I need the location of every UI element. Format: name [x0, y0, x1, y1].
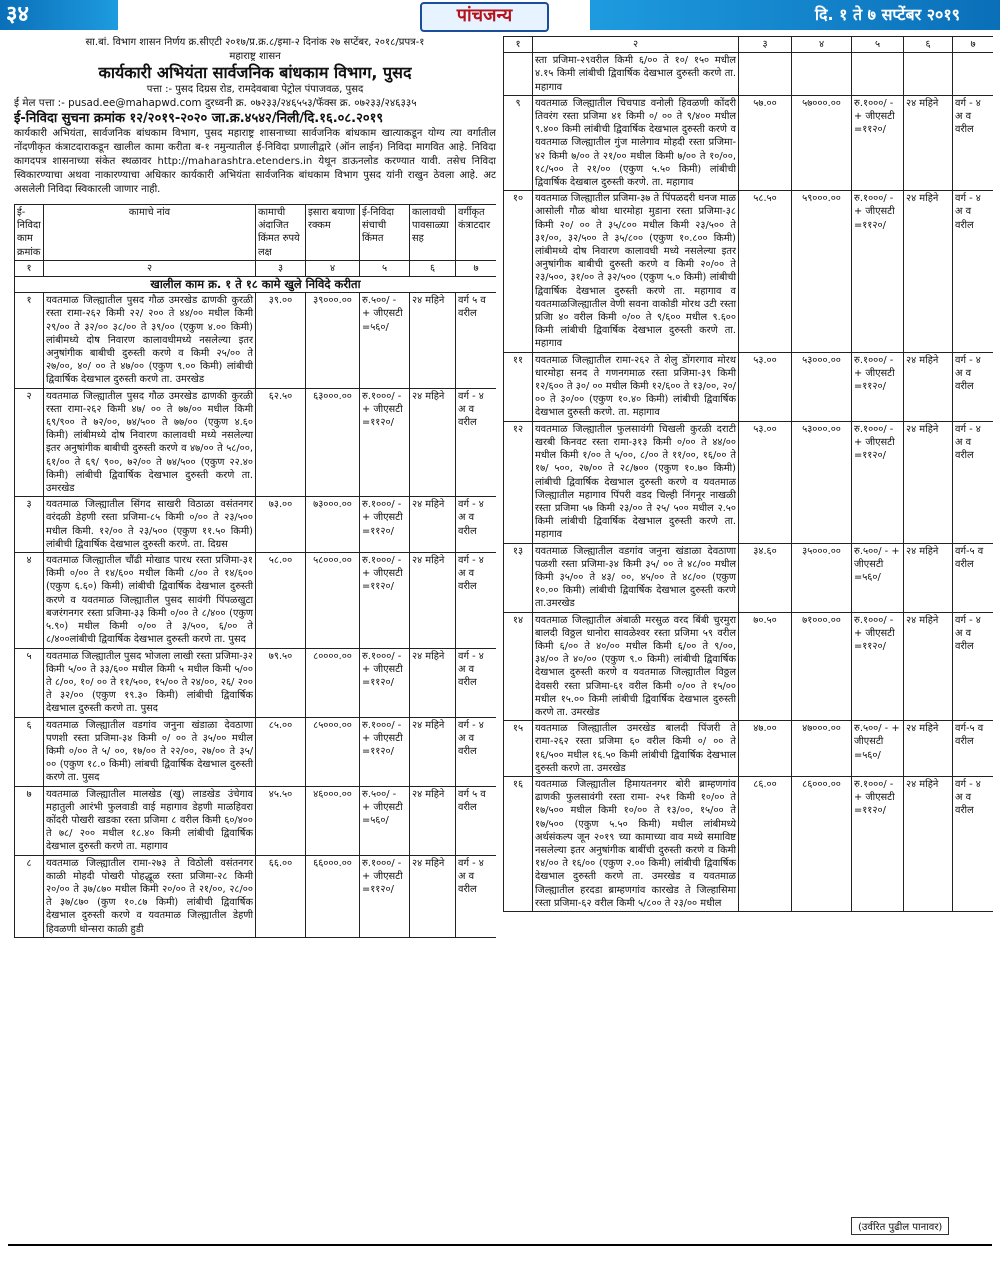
contractor-class: वर्ग-५ व वरील	[953, 721, 994, 777]
estimated-cost: ७९.५०	[256, 648, 306, 717]
estimated-cost: ५८.००	[256, 553, 306, 648]
work-period: २४ महिने	[904, 95, 953, 190]
column-number-row	[15, 260, 497, 276]
notice-body: कार्यकारी अभियंता, सार्वजनिक बांधकाम विभाग, पुसद महाराष्ट्र शासनाच्या सार्वजनिक बांधकाम खात्याकडून योग्य त्या वर्गातील नोंदणीकृत कंत्राटदाराकडून खालील कामा करीता ब-१ नमुन्यातील ई-निविदा प्रणालीद्वारे (ऑन लाईन) निविदा मागवित आहे. निविदा कागदपत्र शासनाच्या संकेत स्थळावर http://maharashtra.etenders.in येथून डाऊनलोड करण्यात यावी. तसेच निविदा स्विकारण्याचा अथवा नाकारण्याचा अधिकार कार्यकारी अभियंता सार्वजनिक बांधकाम विभाग पुसद यांनी राखुन ठेवला आहे. अट असलेली निविदा स्विकारली जाणार नाही.	[14, 128, 496, 195]
estimated-cost: ७३.००	[256, 497, 306, 553]
work-number: १५	[504, 721, 533, 777]
tender-fee: रु.५००/ - + जीएसटी =५६०/	[852, 543, 904, 612]
col-number: ४	[792, 37, 852, 53]
estimated-cost: ४५.५०	[256, 786, 306, 855]
col-header-period: कालावधी पावसाळ्या सह	[410, 205, 456, 261]
work-period: २४ महिने	[410, 717, 456, 786]
earnest-money: ७३०००.००	[306, 497, 360, 553]
col-number: २	[533, 37, 739, 53]
earnest-money: ७१०००.००	[792, 612, 852, 721]
office-address: पत्ता :- पुसद दिग्रस रोड, रामदेवबाबा पेट्रोल पंपाजवळ, पुसद	[146, 84, 364, 95]
earnest-money: ५९०००.००	[792, 191, 852, 352]
estimated-cost: ८५.००	[256, 717, 306, 786]
right-column	[503, 36, 993, 1238]
contractor-class: वर्ग - ४ अ व वरील	[456, 717, 497, 786]
tender-table-left	[14, 204, 496, 938]
contractor-class: वर्ग - ४ अ व वरील	[456, 388, 497, 497]
work-number: १०	[504, 191, 533, 352]
work-period: २४ महिने	[904, 543, 953, 612]
page-number: ३४	[0, 0, 118, 30]
government-name: महाराष्ट्र शासन	[229, 50, 281, 62]
left-column	[14, 36, 496, 1238]
work-description: यवतमाळ जिल्ह्यातील अंबाळी मरसुळ वरद बिंबी चुरमुरा बालदी विठ्ठल धानोरा सावळेश्वर रस्ता प्रजिमा ५९ वरील किमी ६/०० ते ४०/०० मधील किमी ६/०० ते ९/००, ३४/०० ते ४०/०० (एकुण ९.० किमी) लांबीची द्विवार्षिक देखभाल दुरुस्ती करणे व यवतमाळ जिल्ह्यातील विठ्ठल देवसरी रस्ता प्रजिमा-६१ वरील किमी ०/०० ते १५/०० मधील १५.०० किमी लांबीची द्विवार्षिक देखभाल दुरुस्ती करणे ता. उमरखेड	[533, 612, 739, 721]
issue-date: दि. १ ते ७ सप्टेंबर २०१९	[590, 0, 1000, 30]
contractor-class: वर्ग - ४ अ व वरील	[953, 352, 994, 421]
work-period: २४ महिने	[410, 293, 456, 388]
continued-next-page-note: (उर्वरित पुढील पानावर)	[851, 1217, 949, 1235]
work-number: १	[15, 293, 44, 388]
col-number: ३	[256, 260, 306, 276]
table-row	[15, 786, 497, 855]
work-description: यवतमाळ जिल्ह्यातील हिमायतनगर बोरी ब्राम्हणगांव ढाणकी फुलसावंगी रस्ता रामा- २५१ किमी १०/०० ते १७/५०० मधील किमी १०/०० ते १३/००, १५/०० ते १७/५०० (एकुण ५.५० किमी) मधील लांबीमध्ये अर्थसंकल्प जून २०१९ च्या कामाच्या वाव मध्ये समाविष्ट नसलेल्या इतर अनुषांगीक बाबींची दुरुस्ती करणे व किमी १४/०० ते १६/०० (एकुण २.०० किमी) लांबीची द्विवार्षिक देखभाल दुरुस्ती करणे ता. उमरखेड व यवतमाळ जिल्ह्यातील हरदडा ब्राम्हणगांव कारखेड ते जिल्हासिमा रस्ता प्रजिमा-६२ वरील किमी ५/८०० ते २३/०० मधील	[533, 776, 739, 911]
work-period: २४ महिने	[410, 497, 456, 553]
tender-fee: रु.१०००/ - + जीएसटी =११२०/	[852, 95, 904, 190]
table-row	[504, 191, 994, 352]
contractor-class: वर्ग - ४ अ व वरील	[456, 497, 497, 553]
tender-fee: रु.५००/ - + जीएसटी =५६०/	[360, 293, 410, 388]
estimated-cost: ७०.५०	[739, 612, 792, 721]
bottom-divider	[8, 1244, 992, 1246]
estimated-cost: ५७.००	[739, 95, 792, 190]
contractor-class: वर्ग - ४ अ व वरील	[953, 421, 994, 543]
estimated-cost: ६२.५०	[256, 388, 306, 497]
work-description-continued: स्ता प्रजिमा-२९वरील किमी ६/०० ते १०/ १५० मधील ४.१५ किमी लांबीची द्विवार्षिक देखभाल दुरुस्ती करणे ता. महागाव	[533, 53, 739, 96]
section-title-row	[15, 277, 497, 293]
col-number: ५	[360, 260, 410, 276]
tender-fee: रु.५००/ - + जीएसटी =५६०/	[852, 721, 904, 777]
work-description: यवतमाळ जिल्ह्यातील फुलसावंगी चिखली कुरळी दराटी खरबी किनवट रस्ता रामा-३१३ किमी ०/०० ते ४४/०० मधील किमी १/०० ते ५/००, ८/०० ते ११/००, १६/०० ते १७/ ५००, २७/०० ते २८/७०० (एकुण १०.७० किमी) लांबीची द्विवार्षिक देखभाल दुरुस्ती करणे व यवतमाळ जिल्ह्यातील महागाव पिंपरी वडद चिल्ही निंगनूर नाखळी रस्ता प्रजिमा ५७ किमी २३/०० ते २५/ ५०० मधील २.५० किमी लांबीची द्विवार्षिक देखभाल दुरुस्ती करणे ता. महागाव	[533, 421, 739, 543]
tender-fee: रु.१०००/ - + जीएसटी =११२०/	[852, 191, 904, 352]
work-description: यवतमाळ जिल्ह्यातील उमरखेड बालदी पिंजरी ते रामा-२६२ रस्ता प्रजिमा ६० वरील किमी ०/ ०० ते १६/५०० मधील १६.५० किमी लांबीची द्विवार्षिक देखभाल दुरुस्ती करणे ता. उमरखेड	[533, 721, 739, 777]
col-header-estimated-cost: कामाची अंदाजित किंमत रुपये लक्ष	[256, 205, 306, 261]
office-title: कार्यकारी अभियंता सार्वजनिक बांधकाम विभाग, पुसद	[98, 63, 412, 82]
gr-reference: सा.बां. विभाग शासन निर्णय क्र.सीएटी २०१७/प्र.क्र.८/इमा-२ दिनांक २७ सप्टेंबर, २०१८/प्रपत्र-१	[85, 37, 425, 48]
work-description: यवतमाळ जिल्ह्यातील रामा-२६२ ते शेलु डोंगरगाव मोरथ धारमोहा सनद ते गणनगमाळ रस्ता प्रजिमा-३९ किमी १२/६०० ते ३०/ ०० मधील किमी १२/६०० ते १३/००, २०/ ०० ते ३०/०० (एकुण १०.४० किमी) लांबीची द्विवार्षिक देखभाल दुरुस्ती करणे. ता. महागाव	[533, 352, 739, 421]
estimated-cost: ८६.००	[739, 776, 792, 911]
contractor-class: वर्ग - ४ अ व वरील	[456, 648, 497, 717]
earnest-money: ५३०००.००	[792, 352, 852, 421]
work-period: २४ महिने	[904, 721, 953, 777]
tender-number: ई-निविदा सुचना क्रमांक १२/२०१९-२०२० जा.क्र.४५४२/निली/दि.१६.०८.२०१९	[14, 111, 384, 126]
col-header-work-name: कामाचे नांव	[44, 205, 256, 261]
tender-fee: रु.१०००/ - + जीएसटी =११२०/	[852, 421, 904, 543]
section-title: खालील काम क्र. १ ते १८ कामे खुले निविदे करीता	[15, 277, 497, 293]
table-header-row	[15, 205, 497, 261]
estimated-cost: ५३.००	[739, 352, 792, 421]
work-description: यवतमाळ जिल्ह्यातील मालखेड (खु) लाडखेड उंचेगाव महातुली आरंभी फुलवाडी वाई महागाव डेहणी माळहिवरा कोंदरी पोखरी खडका रस्ता प्रजिमा ८ वरील किमी ६०/४०० ते ७८/ २०० मधील १८.४० किमी लांबीची द्विवार्षिक देखभाल दुरुस्ती करणे ता. महागाव	[44, 786, 256, 855]
estimated-cost: ६६.००	[256, 855, 306, 937]
contractor-class: वर्ग - ४ अ व वरील	[953, 191, 994, 352]
work-number: १४	[504, 612, 533, 721]
work-period: २४ महिने	[904, 191, 953, 352]
work-period: २४ महिने	[904, 612, 953, 721]
work-period: २४ महिने	[410, 388, 456, 497]
earnest-money: ६६०००.००	[306, 855, 360, 937]
work-description: यवतमाळ जिल्ह्यातील प्रजिमा-३७ ते पिंपळदरी धनज माळ आसोली गौळ बोथा धारमोहा मुडाना रस्ता प्रजिमा-३८ किमी २०/ ०० ते ३५/८०० मधील किमी २३/५०० ते ३१/००, ३२/५०० ते ३५/८०० (एकुण १०.८०० किमी) लांबीमध्ये दोष निवारण कालावधी मध्ये नसलेल्या इतर अनुषांगीक बाबीची दुरुस्ती करणे व किमी २०/०० ते २३/५००, ३१/०० ते ३२/५०० (एकुण ५.० किमी) लांबीची द्विवार्षिक देखभाल दुरुस्ती करणे ता. महागाव व यवतमाळजिल्ह्यातील वेणी सवना वाकोडी मोरथ उटी रस्ता प्रजिा ४० वरील किमी ०/०० ते ९/६०० मधील ९.६०० किमी लांबीची द्विवार्षिक देखभाल दुरुस्ती करणे ता. महागाव	[533, 191, 739, 352]
work-description: यवतमाळ जिल्ह्यातील सिंगद साखरी विठाळा वसंतनगर वरंदळी डेहणी रस्ता प्रजिमा-८५ किमी ०/०० ते २३/५०० मधील किमी. १२/०० ते २३/५०० (एकुण ११.५० किमी) लांबीची द्विवार्षिक देखभाल दुरुस्ती करणे. ता. दिग्रस	[44, 497, 256, 553]
work-number: ९	[504, 95, 533, 190]
col-number: ४	[306, 260, 360, 276]
table-row	[504, 612, 994, 721]
contractor-class: वर्ग - ४ अ व वरील	[953, 95, 994, 190]
col-number: ७	[953, 37, 994, 53]
work-number: १२	[504, 421, 533, 543]
work-number: ११	[504, 352, 533, 421]
work-period: २४ महिने	[904, 352, 953, 421]
earnest-money: ८००००.००	[306, 648, 360, 717]
work-number: ८	[15, 855, 44, 937]
work-description: यवतमाळ जिल्ह्यातील वडगांव जनुना खंडाळा देवठाणा पळशी रस्ता प्रजिमा-३४ किमी ३५/ ०० ते ४८/०० मधील किमी ३५/०० ते ४३/ ००, ४५/०० ते ४८/०० (एकुण १०.०० किमी) लांबीची द्विवार्षिक देखभाल दुरुस्ती करणे ता.उमरखेड	[533, 543, 739, 612]
work-number: ३	[15, 497, 44, 553]
table-row	[504, 543, 994, 612]
contractor-class: वर्ग - ४ अ व वरील	[456, 553, 497, 648]
work-period: २४ महिने	[410, 855, 456, 937]
col-number: २	[44, 260, 256, 276]
work-number: २	[15, 388, 44, 497]
earnest-money: ४६०००.००	[306, 786, 360, 855]
table-row	[15, 855, 497, 937]
tender-fee: रु.५००/ - + जीएसटी =५६०/	[360, 786, 410, 855]
tender-fee: रु.१०००/ - + जीएसटी =११२०/	[852, 776, 904, 911]
earnest-money: ३९०००.००	[306, 293, 360, 388]
earnest-money: ८५०००.००	[306, 717, 360, 786]
estimated-cost: ५३.००	[739, 421, 792, 543]
tender-table-right	[503, 36, 993, 912]
col-number: १	[15, 260, 44, 276]
work-period: २४ महिने	[904, 421, 953, 543]
col-header-contractor-class: वर्गीकृत कंत्राटदार	[456, 205, 497, 261]
col-number: १	[504, 37, 533, 53]
work-period: २४ महिने	[410, 648, 456, 717]
tender-fee: रु.१०००/ - + जीएसटी =११२०/	[360, 388, 410, 497]
work-description: यवतमाळ जिल्ह्यातील रामा-२७३ ते विठोली वसंतनगर काळी मोहदी पोखरी पोहद्धूळ रस्ता प्रजिमा-२८ किमी २०/०० ते ३७/८७० मधील किमी २०/०० ते २१/००, २८/०० ते ३७/८७० (कुण १०.८७ किमी) लांबीची द्विवार्षिक देखभाल दुरुस्ती करणे व यवतमाळ जिल्ह्यातील डेहणी हिवळणी धोन्सरा काळी हुडी	[44, 855, 256, 937]
estimated-cost: ३९.००	[256, 293, 306, 388]
work-description: यवतमाळ जिल्ह्यातील पुसद गौळ उमरखेड ढाणकी कुरळी रस्ता रामा-२६२ किमी २२/ २०० ते ४४/०० मधील किमी २९/०० ते ३२/०० ३८/०० ते ३९/०० (एकुण ४.०० किमी) लांबीमध्ये दोष निवारण कालावधीमध्ये नसलेल्या इतर अनुषांगीक बाबीची दुरुस्ती करणे व किमी २५/०० ते २७/००, ४०/ ०० ते ४७/०० (एकुण ९.०० किमी) लांबीची द्विवार्षिक देखभाल दुरुस्ती करणे ता. उमरखेड	[44, 293, 256, 388]
contractor-class: वर्ग ५ व वरील	[456, 293, 497, 388]
newspaper-masthead-logo: पांचजन्य	[420, 2, 549, 32]
work-number: ५	[15, 648, 44, 717]
work-description: यवतमाळ जिल्ह्यातील चिचपाड वनोली हिवळणी कोंदरी तिवरंग रस्ता प्रजिमा ४१ किमी ०/ ०० ते ९/४०० मधील ९.४०० किमी लांबीची द्विवार्षिक देखभाल दुरुस्ती करणे व यवतमाळ जिल्ह्यातील गुंज मालेगाव मोहदी रस्ता प्रजिमा- ४२ किमी ७/०० ते २१/०० मधील किमी ७/०० ते १०/००, १८/५०० ते २१/०० (एकुण ५.५० किमी) लांबीची द्विवार्षिक देखबाल दुरुस्ती करणे. ता. महागाव	[533, 95, 739, 190]
tender-fee: रु.१०००/ - + जीएसटी =११२०/	[852, 352, 904, 421]
col-header-work-no: ई-निविदा काम क्रमांक	[15, 205, 44, 261]
earnest-money: ८६०००.००	[792, 776, 852, 911]
table-row	[15, 648, 497, 717]
table-row-continued	[504, 53, 994, 96]
earnest-money: ३५०००.००	[792, 543, 852, 612]
work-period: २४ महिने	[904, 776, 953, 911]
table-row	[15, 717, 497, 786]
work-period: २४ महिने	[410, 553, 456, 648]
contractor-class: वर्ग ५ व वरील	[456, 786, 497, 855]
tender-fee: रु.१०००/ - + जीएसटी =११२०/	[360, 497, 410, 553]
estimated-cost: ४७.००	[739, 721, 792, 777]
contractor-class: वर्ग - ४ अ व वरील	[456, 855, 497, 937]
earnest-money: ५३०००.००	[792, 421, 852, 543]
col-header-tender-fee: ई-निविदा संचाची किंमत	[360, 205, 410, 261]
tender-fee: रु.१०००/ - + जीएसटी =११२०/	[852, 612, 904, 721]
table-row	[504, 421, 994, 543]
work-number: १३	[504, 543, 533, 612]
column-number-row	[504, 37, 994, 53]
tender-fee: रु.१०००/ - + जीएसटी =११२०/	[360, 648, 410, 717]
contractor-class: वर्ग - ४ अ व वरील	[953, 612, 994, 721]
tender-fee: रु.१०००/ - + जीएसटी =११२०/	[360, 553, 410, 648]
work-number: ७	[15, 786, 44, 855]
col-number: ५	[852, 37, 904, 53]
contractor-class: वर्ग-५ व वरील	[953, 543, 994, 612]
estimated-cost: ५८.५०	[739, 191, 792, 352]
earnest-money: ६३०००.००	[306, 388, 360, 497]
earnest-money: ५८०००.००	[306, 553, 360, 648]
col-number: ७	[456, 260, 497, 276]
estimated-cost: ३४.६०	[739, 543, 792, 612]
work-description: यवतमाळ जिल्ह्यातील पुसद भोजला लाखी रस्ता प्रजिमा-३२ किमी ५/०० ते ३३/६०० मधील किमी ५ मधील किमी ५/०० ते ८/००, १०/ ०० ते ११/५००, १५/०० ते २४/००, २६/ २०० ते ३२/०० (एकुण १९.३० किमी) लांबीची द्विवार्षिक देखभाल दुरुस्ती करणे ता. पुसद	[44, 648, 256, 717]
contractor-class: वर्ग - ४ अ व वरील	[953, 776, 994, 911]
work-description: यवतमाळ जिल्ह्यातील पुसद गौळ उमरखेड ढाणकी कुरळी रस्ता रामा-२६२ किमी ४७/ ०० ते ७७/०० मधील किमी ६९/९०० ते ७२/००, ७४/५०० ते ७७/०० (एकुण ४.६० किमी) लांबीमध्ये दोष निवारण कालावधी मध्ये नसलेल्या इतर अनुषांगीक बाबीची दुरुस्ती करणे व ४७/०० ते ५८/००, ६१/०० ते ६९/ ९००, ७२/०० ते ७४/५०० (एकुण २२.४० किमी) लांबीची द्विवार्षिक देखभाल दुरुस्ती करणे ता. उमरखेड	[44, 388, 256, 497]
work-period: २४ महिने	[410, 786, 456, 855]
table-row	[504, 721, 994, 777]
work-number: १६	[504, 776, 533, 911]
table-row	[504, 95, 994, 190]
table-row	[504, 776, 994, 911]
table-row	[15, 553, 497, 648]
table-row	[15, 388, 497, 497]
tender-fee: रु.१०००/ - + जीएसटी =११२०/	[360, 855, 410, 937]
page-header	[0, 0, 1000, 30]
work-description: यवतमाळ जिल्ह्यातील चौंढी मोखाड पारध रस्ता प्रजिमा-३१ किमी ०/०० ते १४/६०० मधील किमी ८/०० ते १४/६०० (एकुण ६.६०) किमी) लांबीची द्विवार्षिक देखभाल दुरुस्ती करणे व यवतमाळ जिल्ह्यातील पुसद सावंगी पिंपळखुटा बजरंगनगर रस्ता प्रजिमा-३३ किमी ०/०० ते ८/४०० (एकुण ५.९०) मधील किमी ०/०० ते ३/५००, ६/०० ते ८/४००लांबीची द्विवार्षिक देखभाल दुरुस्ती करणे ता. पुसद	[44, 553, 256, 648]
earnest-money: ४७०००.००	[792, 721, 852, 777]
col-number: ६	[410, 260, 456, 276]
work-description: यवतमाळ जिल्ह्यातील वडगांव जनुना खंडाळा देवठाणा पणशी रस्ता प्रजिमा-३४ किमी ०/ ०० ते ३५/०० मधील किमी ०/०० ते ५/ ००, १७/०० ते २२/००, २७/०० ते ३५/ ०० (एकुण १८.० किमी) लांबची द्विवार्षिक देखभाल दुरुस्ती करणे ता. पुसद	[44, 717, 256, 786]
col-number: ३	[739, 37, 792, 53]
table-row	[15, 497, 497, 553]
tender-fee: रु.१०००/ - + जीएसटी =११२०/	[360, 717, 410, 786]
work-number: ४	[15, 553, 44, 648]
contact-line: ई मेल पत्ता :- pusad.ee@mahapwd.com दुरध्वनी क्र. ०७२३३/२४६५५३/फॅक्स क्र. ०७२३३/२४६३३५	[14, 96, 417, 109]
col-number: ६	[904, 37, 953, 53]
work-number: ६	[15, 717, 44, 786]
earnest-money: ५७०००.००	[792, 95, 852, 190]
table-row	[15, 293, 497, 388]
col-header-emd: इसारा बयाणा रक्कम	[306, 205, 360, 261]
table-row	[504, 352, 994, 421]
